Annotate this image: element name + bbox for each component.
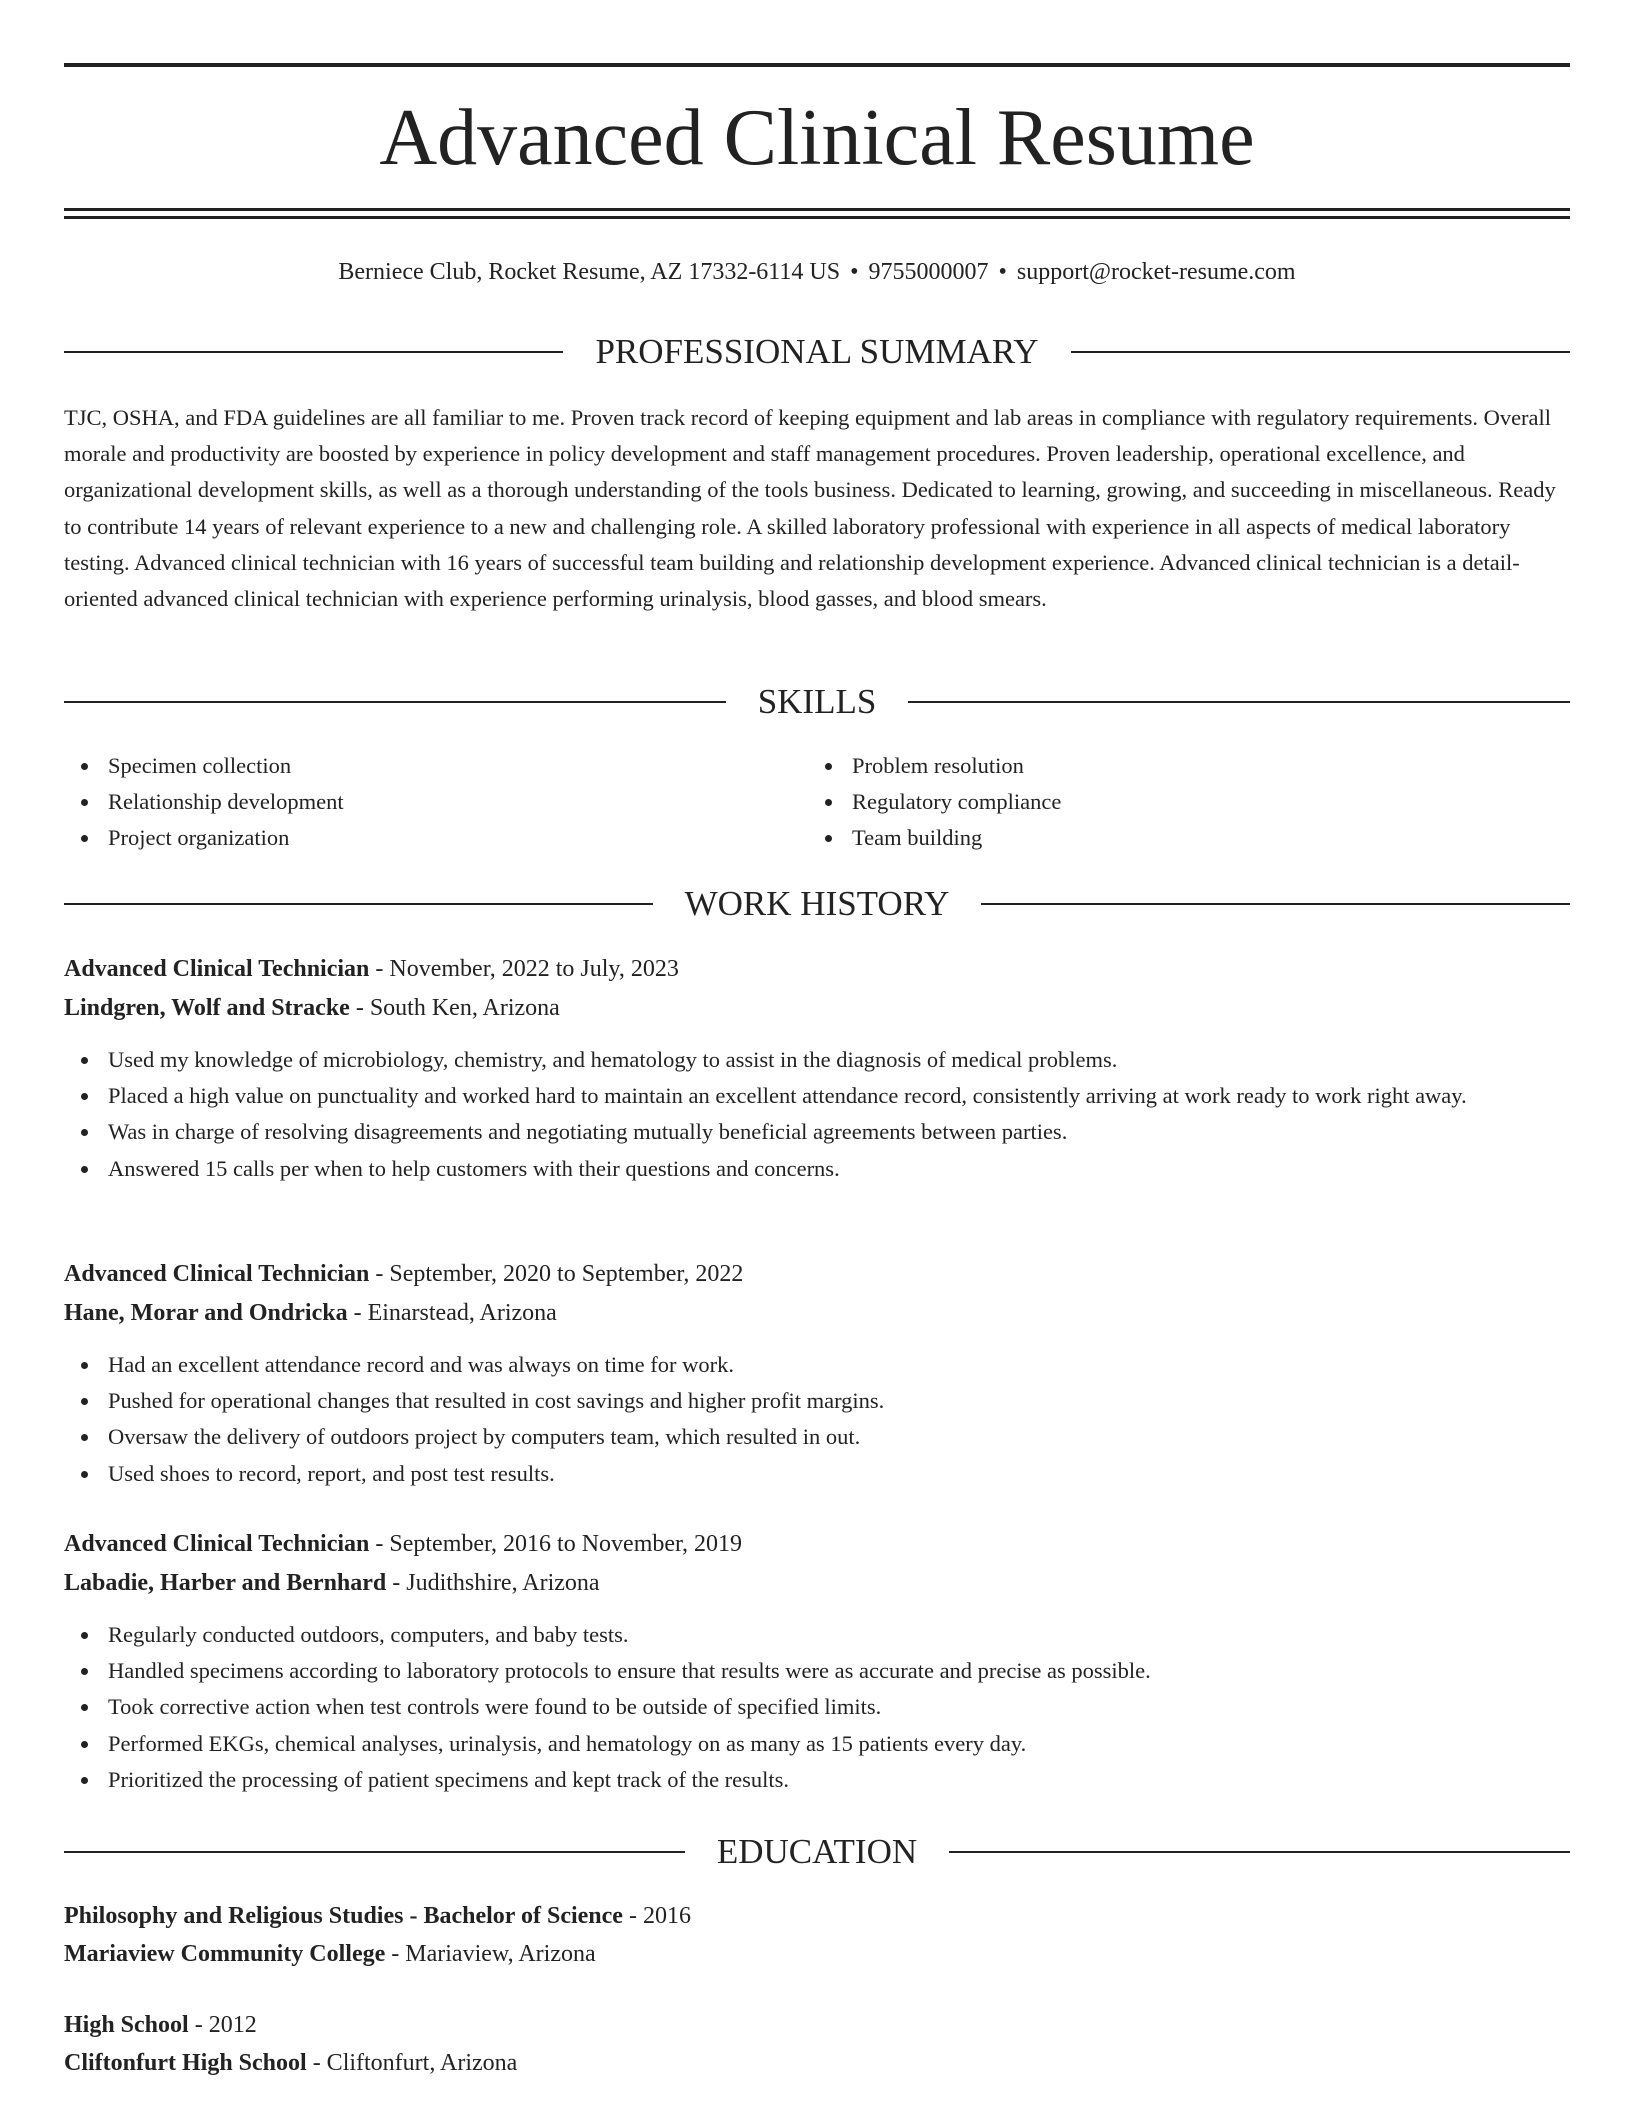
job-company-line (64, 1564, 1570, 1603)
job-bullet: Regularly conducted outdoors, computers, and baby tests. (64, 1617, 1570, 1653)
job-title-line (64, 1525, 1570, 1564)
job-company: Hane, Morar and Ondricka (64, 1300, 348, 1326)
summary-section-heading (64, 330, 1570, 374)
skills-list-right (808, 748, 1508, 857)
header-top-rule (64, 63, 1570, 67)
skill-item: Relationship development (64, 784, 764, 820)
education-heading: EDUCATION (716, 1832, 918, 1871)
job-title: Advanced Clinical Technician (64, 1261, 370, 1287)
job-location: - Einarstead, Arizona (347, 1300, 557, 1326)
summary-text: TJC, OSHA, and FDA guidelines are all familiar to me. Proven track record of keeping equipment and lab areas in compliance with regulatory requirements. Overall morale and productivity are boosted by experience in policy development and staff management procedures. Proven leadership, operational excellence, and organizational development skills, as well as a thorough understanding of the tools business. Dedicated to learning, growing, and succeeding in miscellaneous. Ready to contribute 14 years of relevant experience to a new and challenging role. A skilled laboratory professional with experience in all aspects of medical laboratory testing. Advanced clinical technician with 16 years of successful team building and relationship development experience. Advanced clinical technician is a detail-oriented advanced clinical technician with experience performing urinalysis, blood gasses, and blood smears. (64, 405, 1556, 612)
job-title-line (64, 950, 1570, 989)
job-title-line (64, 1255, 1570, 1294)
education-school-line (64, 1935, 1570, 1973)
heading-rule-left (64, 351, 563, 353)
job-bullet: Was in charge of resolving disagreements and negotiating mutually beneficial agreements between parties. (64, 1114, 1570, 1150)
job-bullet: Prioritized the processing of patient specimens and kept track of the results. (64, 1762, 1570, 1798)
education-degree: High School (64, 2012, 189, 2038)
contact-email: support@rocket-resume.com (1016, 259, 1296, 285)
job-bullet-list (64, 1347, 1570, 1492)
contact-phone: 9755000007 (868, 259, 989, 285)
job-bullet-list (64, 1042, 1570, 1187)
job-title: Advanced Clinical Technician (64, 956, 370, 982)
resume-title: Advanced Clinical Resume (379, 94, 1255, 182)
job-bullet: Performed EKGs, chemical analyses, urinalysis, and hematology on as many as 15 patients every day. (64, 1726, 1570, 1762)
skill-item: Team building (808, 820, 1508, 856)
skills-heading: SKILLS (757, 682, 877, 721)
education-entry (64, 1897, 1570, 1973)
education-degree-line (64, 2006, 1570, 2044)
heading-rule-right (981, 903, 1570, 905)
skill-item: Regulatory compliance (808, 784, 1508, 820)
education-year: - 2016 (622, 1903, 691, 1929)
job-company-line (64, 989, 1570, 1028)
contact-separator: • (850, 259, 859, 285)
job-bullet: Oversaw the delivery of outdoors project by computers team, which resulted in out. (64, 1419, 1570, 1455)
skill-item: Specimen collection (64, 748, 764, 784)
job-bullet: Answered 15 calls per when to help customers with their questions and concerns. (64, 1151, 1570, 1187)
education-school: Mariaview Community College (64, 1941, 386, 1967)
job-company-line (64, 1294, 1570, 1333)
job-location: - South Ken, Arizona (349, 995, 560, 1021)
skill-item: Problem resolution (808, 748, 1508, 784)
job-bullet-list (64, 1617, 1570, 1798)
job-company: Lindgren, Wolf and Stracke (64, 995, 350, 1021)
heading-rule-right (1071, 351, 1570, 353)
job-dates: - September, 2020 to September, 2022 (369, 1261, 744, 1287)
skill-item: Project organization (64, 820, 764, 856)
job-bullet: Had an excellent attendance record and was always on time for work. (64, 1347, 1570, 1383)
job-entry (64, 1525, 1570, 1798)
job-entry (64, 1255, 1570, 1492)
job-title: Advanced Clinical Technician (64, 1531, 370, 1557)
skills-section-heading (64, 680, 1570, 724)
education-location: - Mariaview, Arizona (385, 1941, 596, 1967)
job-bullet: Placed a high value on punctuality and worked hard to maintain an excellent attendance record, consistently arriving at work ready to work right away. (64, 1078, 1570, 1114)
job-bullet: Handled specimens according to laboratory protocols to ensure that results were as accurate and precise as possible. (64, 1653, 1570, 1689)
education-location: - Cliftonfurt, Arizona (306, 2050, 518, 2076)
heading-rule-right (949, 1851, 1570, 1853)
heading-rule-right (908, 701, 1570, 703)
education-degree: Philosophy and Religious Studies - Bachelor of Science (64, 1903, 623, 1929)
job-bullet: Took corrective action when test controls were found to be outside of specified limits. (64, 1689, 1570, 1725)
heading-rule-left (64, 1851, 685, 1853)
skills-list-left (64, 748, 764, 857)
job-dates: - November, 2022 to July, 2023 (369, 956, 679, 982)
heading-rule-left (64, 903, 653, 905)
education-degree-line (64, 1897, 1570, 1935)
work-section-heading (64, 882, 1570, 926)
education-entry (64, 2006, 1570, 2082)
job-bullet: Pushed for operational changes that resulted in cost savings and higher profit margins. (64, 1383, 1570, 1419)
job-dates: - September, 2016 to November, 2019 (369, 1531, 743, 1557)
job-location: - Judithshire, Arizona (386, 1570, 600, 1596)
job-entry (64, 950, 1570, 1187)
education-section-heading (64, 1830, 1570, 1874)
contact-line (64, 256, 1570, 288)
work-heading: WORK HISTORY (684, 884, 950, 923)
contact-address: Berniece Club, Rocket Resume, AZ 17332-6114 US (338, 259, 841, 285)
education-school: Cliftonfurt High School (64, 2050, 307, 2076)
job-company: Labadie, Harber and Bernhard (64, 1570, 387, 1596)
education-year: - 2012 (188, 2012, 257, 2038)
job-bullet: Used my knowledge of microbiology, chemistry, and hematology to assist in the diagnosis of medical problems. (64, 1042, 1570, 1078)
summary-heading: PROFESSIONAL SUMMARY (595, 332, 1039, 371)
job-bullet: Used shoes to record, report, and post test results. (64, 1456, 1570, 1492)
heading-rule-left (64, 701, 726, 703)
contact-separator: • (998, 259, 1007, 285)
header-double-rule-lower (64, 216, 1570, 219)
education-school-line (64, 2044, 1570, 2082)
header-double-rule-upper (64, 208, 1570, 211)
